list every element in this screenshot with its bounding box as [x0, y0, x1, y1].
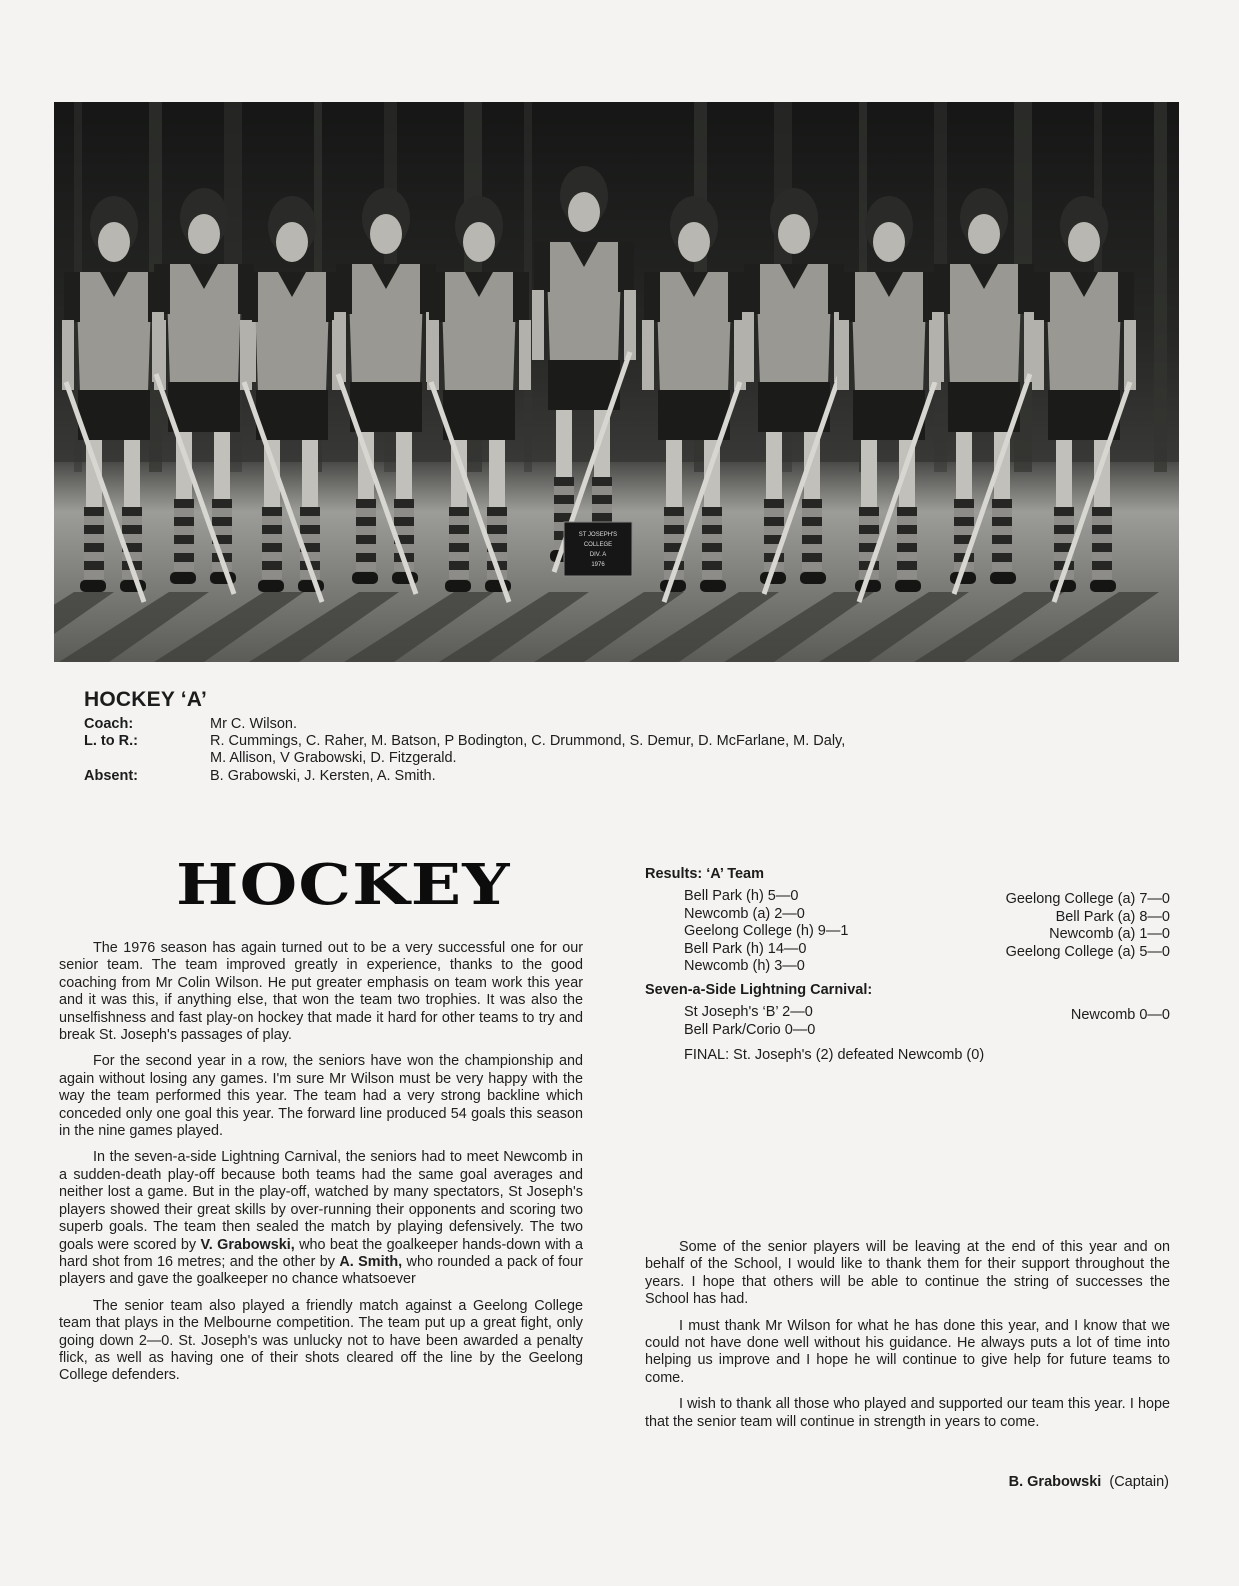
- result-item: Bell Park (h) 14—0: [684, 940, 807, 957]
- carnival-item: St Joseph's ‘B’ 2—0: [684, 1004, 813, 1020]
- article-paragraph: [59, 1149, 583, 1288]
- carnival-left-list: [684, 1004, 964, 1039]
- article-title: HOCKEY: [176, 852, 511, 918]
- text-run: who beat the goalkeeper hands-down with a hard shot from 16 metres; and the other by: [59, 1236, 583, 1270]
- results-right-list: [900, 891, 1170, 961]
- svg-text:DIV. A: DIV. A: [589, 552, 607, 558]
- result-item: Newcomb (a) 2—0: [684, 905, 805, 922]
- svg-text:COLLEGE: COLLEGE: [583, 542, 613, 548]
- caption-title: HOCKEY ‘A’: [84, 688, 207, 711]
- scorer-name: A. Smith,: [339, 1253, 403, 1270]
- result-item: Bell Park (a) 8—0: [1055, 908, 1170, 925]
- result-item: Newcomb (a) 1—0: [1049, 926, 1170, 942]
- carnival-item: Newcomb 0—0: [1070, 1007, 1170, 1023]
- article-paragraph: The 1976 season has again turned out to be a very successful one for our senior team. The team improved greatly in experience, thanks to the good coaching from Mr Colin Wilson. He put greater emphasis on team work this year and it was this, if anything else, that won the team two trophies. It was also the unselfishness and fast play-on hockey that made it hard for other teams to try and break St. Joseph's passages of play.: [59, 940, 583, 1044]
- ltor-line2: M. Allison, V Grabowski, D. Fitzgerald.: [210, 750, 457, 766]
- article-right-column: [645, 1239, 1170, 1440]
- text-run: who rounded a pack of four players and gave the goalkeeper no chance whatsoever: [59, 1253, 583, 1288]
- result-item: Geelong College (a) 5—0: [1005, 943, 1170, 960]
- signature: [1009, 1474, 1169, 1490]
- results-heading: Results: ‘A’ Team: [645, 866, 764, 882]
- team-photo-illustration: [54, 102, 1179, 662]
- trophy-plaque: [564, 522, 632, 576]
- carnival-heading: Seven-a-Side Lightning Carnival:: [645, 982, 873, 998]
- scorer-name: V. Grabowski,: [200, 1236, 295, 1253]
- absent-label: Absent:: [84, 768, 138, 784]
- ltor-label: L. to R.:: [84, 733, 138, 749]
- svg-text:ST JOSEPH'S: ST JOSEPH'S: [578, 532, 618, 538]
- article-paragraph: The senior team also played a friendly match against a Geelong College team that plays in the Melbourne competition. The team put up a great fight, only going down 2—0. St. Joseph's was unlucky not to have been awarded a penalty flick, as well as having one of their shots cleared off the line by the Geelong College defenders.: [59, 1297, 583, 1384]
- absent-value: B. Grabowski, J. Kersten, A. Smith.: [210, 768, 436, 784]
- coach-label: Coach:: [84, 716, 134, 732]
- caption-ltor-row: [84, 733, 1084, 767]
- carnival-right-list: [960, 1007, 1170, 1025]
- ltor-line1: R. Cummings, C. Raher, M. Batson, P Bodington, C. Drummond, S. Demur, D. McFarlane, M. Daly,: [210, 733, 846, 749]
- article-left-column: [59, 940, 583, 1394]
- team-photo: [54, 102, 1179, 662]
- text-run: In the seven-a-side Lightning Carnival, the seniors had to meet Newcomb in a sudden-death play-off because both teams had the same goal averages and neither lost a game. But in the play-off, watched by many spectators, St Joseph's players showed their great skills by over-running their opponents and scoring two superb goals. The team then sealed the match by playing defensively. The two goals were scored by: [59, 1149, 583, 1253]
- caption-coach-row: [84, 716, 1084, 733]
- article-paragraph: Some of the senior players will be leaving at the end of this year and on behalf of the School, I would like to thank them for their support throughout the years. I hope that others will be able to continue the string of successes the School has had.: [645, 1239, 1170, 1308]
- result-item: Newcomb (h) 3—0: [684, 958, 805, 974]
- coach-value: Mr C. Wilson.: [210, 716, 297, 732]
- article-paragraph: I wish to thank all those who played and supported our team this year. I hope that the senior team will continue in strength in years to come.: [645, 1396, 1170, 1430]
- result-item: Bell Park (h) 5—0: [684, 888, 799, 904]
- article-paragraph: I must thank Mr Wilson for what he has done this year, and I know that we could not have done well without his guidance. He always puts a lot of time into helping us improve and I hope he will continue to give help for future teams to come.: [645, 1317, 1170, 1386]
- result-item: Geelong College (h) 9—1: [684, 923, 849, 939]
- caption-absent-row: [84, 768, 1084, 785]
- signature-name: B. Grabowski: [1008, 1474, 1102, 1490]
- article-paragraph: For the second year in a row, the seniors have won the championship and again without losing any games. I'm sure Mr Wilson must be very happy with the way the team performed this year. The team had a very strong backline which conceded only one goal this year. The forward line produced 54 goals this season in the nine games played.: [59, 1053, 583, 1140]
- signature-role: (Captain): [1109, 1474, 1169, 1490]
- result-item: Geelong College (a) 7—0: [1005, 891, 1170, 907]
- svg-text:1976: 1976: [591, 562, 605, 568]
- carnival-item: Bell Park/Corio 0—0: [684, 1021, 816, 1038]
- tree-trunk: [1154, 102, 1167, 472]
- carnival-final: FINAL: St. Joseph's (2) defeated Newcomb (0): [684, 1047, 985, 1063]
